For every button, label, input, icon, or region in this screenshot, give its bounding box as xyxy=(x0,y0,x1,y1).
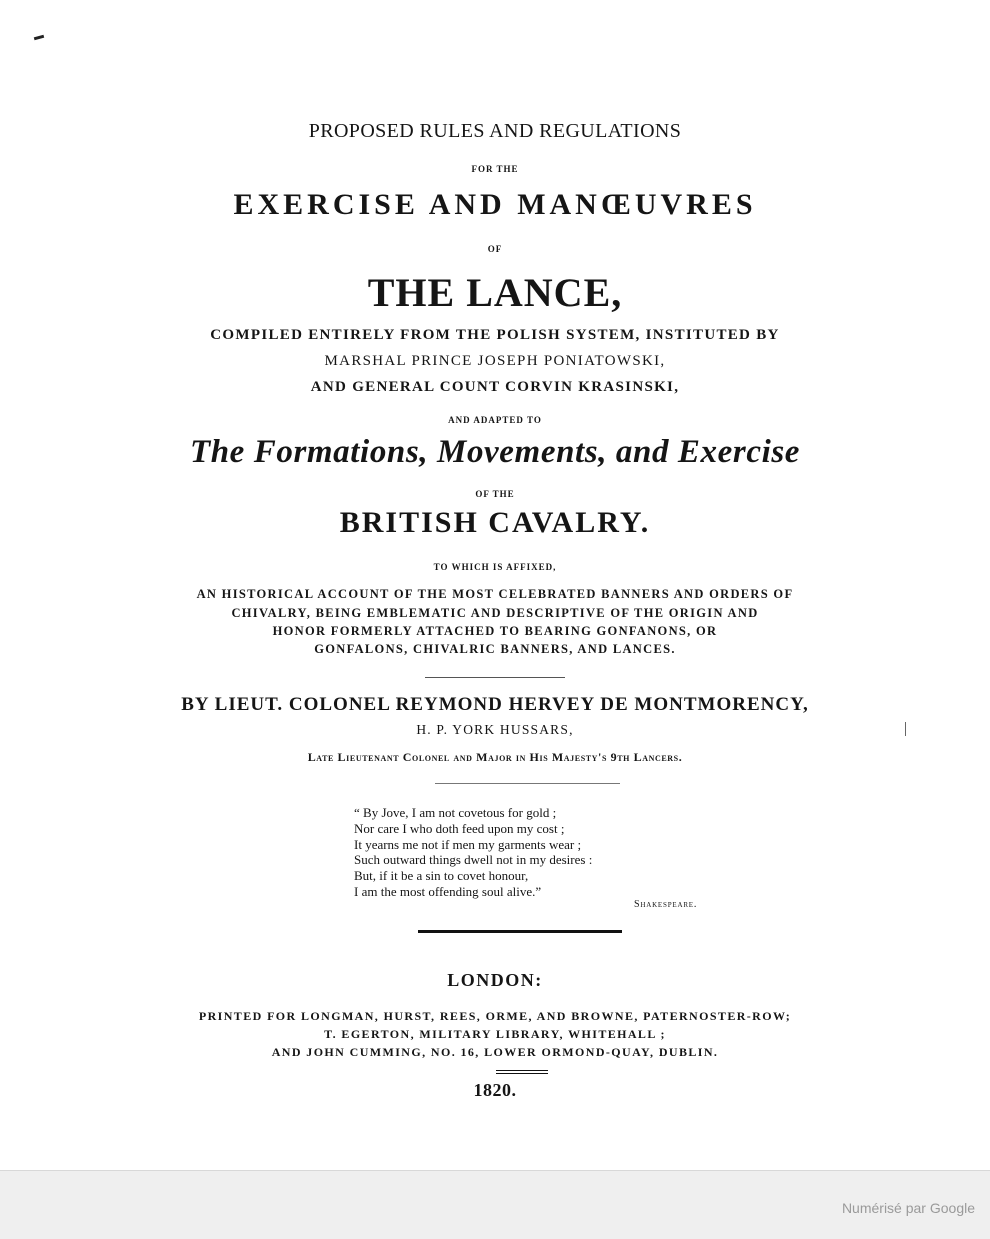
title-line-4: OF xyxy=(487,244,503,254)
thick-divider-rule xyxy=(418,930,622,933)
imprint-line-2: T. EGERTON, MILITARY LIBRARY, WHITEHALL ; xyxy=(324,1027,666,1041)
epigraph xyxy=(354,805,674,900)
scan-mark xyxy=(34,35,44,40)
imprint-line-1: PRINTED FOR LONGMAN, HURST, REES, ORME, AND BROWNE, PATERNOSTER-ROW; xyxy=(198,1009,792,1023)
double-rule xyxy=(496,1070,548,1071)
divider-rule xyxy=(425,677,565,678)
viewer-footer xyxy=(0,1170,990,1239)
digitized-by-note: Numérisé par Google xyxy=(841,1200,975,1216)
title-line-11: OF THE xyxy=(475,489,515,499)
title-line-3: EXERCISE AND MANŒUVRES xyxy=(233,188,757,221)
description-line-3: HONOR FORMERLY ATTACHED TO BEARING GONFANONS, OR xyxy=(272,624,718,638)
epigraph-line: It yearns me not if men my garments wear ; xyxy=(354,836,582,852)
epigraph-line: “ By Jove, I am not covetous for gold ; xyxy=(354,805,557,820)
author-name: BY LIEUT. COLONEL REYMOND HERVEY DE MONTMORENCY, xyxy=(181,694,809,715)
title-line-7: MARSHAL PRINCE JOSEPH PONIATOWSKI, xyxy=(324,353,666,369)
epigraph-attribution: Shakespeare. xyxy=(634,899,698,910)
description-line-1: AN HISTORICAL ACCOUNT OF THE MOST CELEBRATED BANNERS AND ORDERS OF xyxy=(196,587,794,601)
description-line-2: CHIVALRY, BEING EMBLEMATIC AND DESCRIPTIVE OF THE ORIGIN AND xyxy=(231,606,759,620)
epigraph-line: I am the most offending soul alive.” xyxy=(354,883,542,899)
title-line-9: AND ADAPTED TO xyxy=(448,415,542,425)
imprint-city: LONDON: xyxy=(447,970,543,990)
imprint-line-3: AND JOHN CUMMING, NO. 16, LOWER ORMOND-QUAY, DUBLIN. xyxy=(271,1045,719,1059)
title-line-6: COMPILED ENTIRELY FROM THE POLISH SYSTEM, INSTITUTED BY xyxy=(210,327,780,343)
title-line-1: PROPOSED RULES AND REGULATIONS xyxy=(308,120,682,142)
epigraph-line: But, if it be a sin to covet honour, xyxy=(354,868,529,884)
epigraph-line: Such outward things dwell not in my desires : xyxy=(354,852,593,868)
double-rule xyxy=(496,1073,548,1074)
epigraph-line: Nor care I who doth feed upon my cost ; xyxy=(354,820,565,836)
description-line-4: GONFALONS, CHIVALRIC BANNERS, AND LANCES. xyxy=(314,642,676,656)
author-former-rank: Late Lieutenant Colonel and Major in His Majesty's 9th Lancers. xyxy=(307,750,683,764)
title-line-2: FOR THE xyxy=(471,164,519,174)
main-title: THE LANCE, xyxy=(367,270,623,315)
blackletter-subtitle: The Formations, Movements, and Exercise xyxy=(189,434,801,470)
divider-rule xyxy=(435,783,620,784)
title-line-12: BRITISH CAVALRY. xyxy=(339,506,651,539)
title-line-8: AND GENERAL COUNT CORVIN KRASINSKI, xyxy=(310,379,680,395)
publication-year: 1820. xyxy=(473,1080,517,1100)
title-line-13: TO WHICH IS AFFIXED, xyxy=(433,562,557,572)
author-regiment: H. P. YORK HUSSARS, xyxy=(416,722,574,737)
